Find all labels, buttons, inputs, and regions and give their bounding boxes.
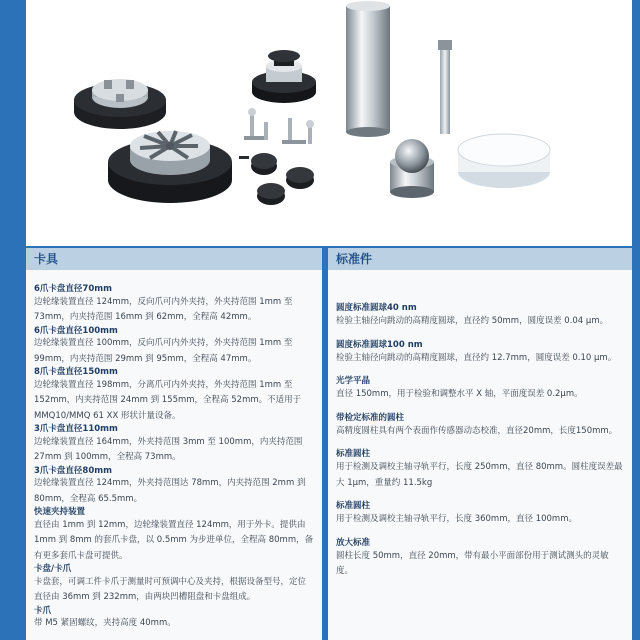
standard-desc: 检验主轴径向跳动的高精度圆球，直径约 12.7mm，圆度误差 0.10 μm。 bbox=[336, 352, 617, 363]
fixture-desc: 边轮缘装置直径 164mm，外夹持范围 3mm 至 100mm，内夹持范围 27mm 到 100mm，全程高 73mm。 bbox=[34, 436, 303, 462]
standard-item bbox=[336, 412, 624, 440]
standard-item bbox=[336, 302, 624, 330]
standard-item bbox=[336, 537, 624, 580]
fixture-desc: 边轮缘装置直径 124mm，反向爪可内外夹持，外夹持范围 1mm 至 73mm，内夹持范围 16mm 到 62mm，全程高 42mm。 bbox=[34, 296, 293, 322]
fixture-item bbox=[34, 326, 314, 368]
fixture-title: 3爪卡盘直径80mm bbox=[34, 465, 112, 476]
steel-cylinder-icon bbox=[346, 1, 390, 137]
standard-desc: 检验主轴径向跳动的高精度圆球，直径约 50mm，圆度误差 0.04 μm。 bbox=[336, 316, 609, 326]
standards-header: 标准件 bbox=[328, 248, 632, 270]
fixture-desc: 边轮缘装置直径 198mm，分离爪可内外夹持，外夹持范围 1mm 至 152mm，内夹持范围 24mm 到 155mm，全程高 52mm。不适用于 MMQ10/MMQ 61 XX 形状计量设备。 bbox=[34, 379, 302, 421]
fixture-desc: 边轮缘装置直径 100mm，反向爪可内外夹持，外夹持范围 1mm 至 99mm，内夹持范围 29mm 到 95mm，全程高 47mm。 bbox=[34, 338, 293, 364]
chuck-150-icon bbox=[108, 131, 232, 203]
standard-desc: 高精度圆柱具有两个表面作传感器动态校准，直径20mm，长度150mm。 bbox=[336, 425, 618, 436]
fixture-desc: 边轮缘装置直径 124mm，外夹持范围达 78mm，内夹持范围 2mm 到 80mm，全程高 65.5mm。 bbox=[34, 478, 306, 504]
fixture-item bbox=[34, 606, 314, 632]
jaw-clamps-icon bbox=[244, 108, 314, 144]
standard-item bbox=[336, 339, 624, 367]
optical-flat-icon bbox=[458, 134, 550, 188]
standard-desc: 用于检测及调校主轴寻轨平行，长度 360mm，直径 100mm。 bbox=[336, 514, 577, 524]
standard-title: 带检定标准的圆柱 bbox=[336, 412, 405, 423]
fixture-title: 卡爪 bbox=[34, 605, 52, 616]
fixtures-list bbox=[26, 270, 322, 632]
standard-desc: 圆柱长度 50mm，直径 20mm，带有最小平面部份用于测试测头的灵敏度。 bbox=[336, 550, 609, 576]
fixture-item bbox=[34, 466, 314, 508]
standard-title: 圆度标准圆球40 nm bbox=[336, 303, 417, 313]
chuck-70-icon bbox=[74, 79, 166, 129]
fixture-title: 快速夹持装置 bbox=[34, 507, 86, 517]
fixture-item bbox=[34, 367, 314, 424]
fixtures-panel bbox=[26, 248, 322, 640]
standard-item bbox=[336, 500, 624, 528]
adapter-knobs-icon bbox=[239, 153, 314, 205]
standard-item bbox=[336, 375, 624, 403]
fixture-title: 3爪卡盘直径110mm bbox=[34, 424, 118, 434]
standards-panel bbox=[328, 248, 632, 640]
fixture-desc: 带 M5 紧固螺纹，夹持高度 40mm。 bbox=[34, 618, 176, 628]
fixture-title: 卡盘/卡爪 bbox=[34, 564, 72, 574]
fixtures-header: 卡具 bbox=[26, 248, 322, 270]
standard-item bbox=[336, 448, 624, 491]
fixture-desc: 卡盘套，可调工件卡爪于测量时可预调中心及夹持，根据设备型号，定位直径由 36mm 到 232mm，由两块凹槽阻盘和卡盘组成。 bbox=[34, 576, 307, 602]
fixture-title: 6爪卡盘直径100mm bbox=[34, 325, 118, 336]
ball-standard-icon bbox=[390, 139, 434, 198]
fixture-title: 8爪卡盘直径150mm bbox=[34, 367, 118, 377]
standard-desc: 直径 150mm，用于检验和调整水平 X 轴，平面度误差 0.2μm。 bbox=[336, 389, 583, 399]
standard-title: 圆度标准圆球100 nm bbox=[336, 339, 423, 350]
standard-title: 标准圆柱 bbox=[336, 449, 371, 459]
fixture-item bbox=[34, 564, 314, 606]
fixture-item bbox=[34, 507, 314, 564]
standard-title: 标准圆柱 bbox=[336, 501, 371, 511]
standard-title: 光学平晶 bbox=[336, 376, 371, 386]
product-photo bbox=[26, 0, 632, 246]
product-illustration bbox=[26, 0, 632, 246]
pin-gauge-icon bbox=[438, 40, 452, 134]
fixture-item bbox=[34, 284, 314, 326]
standard-title: 放大标准 bbox=[336, 537, 371, 548]
fixture-desc: 直径由 1mm 到 12mm，边轮缘装置直径 124mm，用于外卡。提供由 1mm 到 8mm 的套爪卡盘，以 0.5mm 为步进单位，全程高 80mm，备有更多套爪卡盘可提供。 bbox=[34, 519, 314, 561]
fixture-title: 6爪卡盘直径70mm bbox=[34, 284, 112, 294]
chuck-stand-icon bbox=[252, 50, 316, 103]
standard-desc: 用于检测及调校主轴寻轨平行，长度 250mm，直径 80mm。圆柱度误差最大 1μm，重量约 11.5kg bbox=[336, 462, 623, 488]
standards-list bbox=[328, 270, 632, 580]
fixture-item bbox=[34, 424, 314, 466]
